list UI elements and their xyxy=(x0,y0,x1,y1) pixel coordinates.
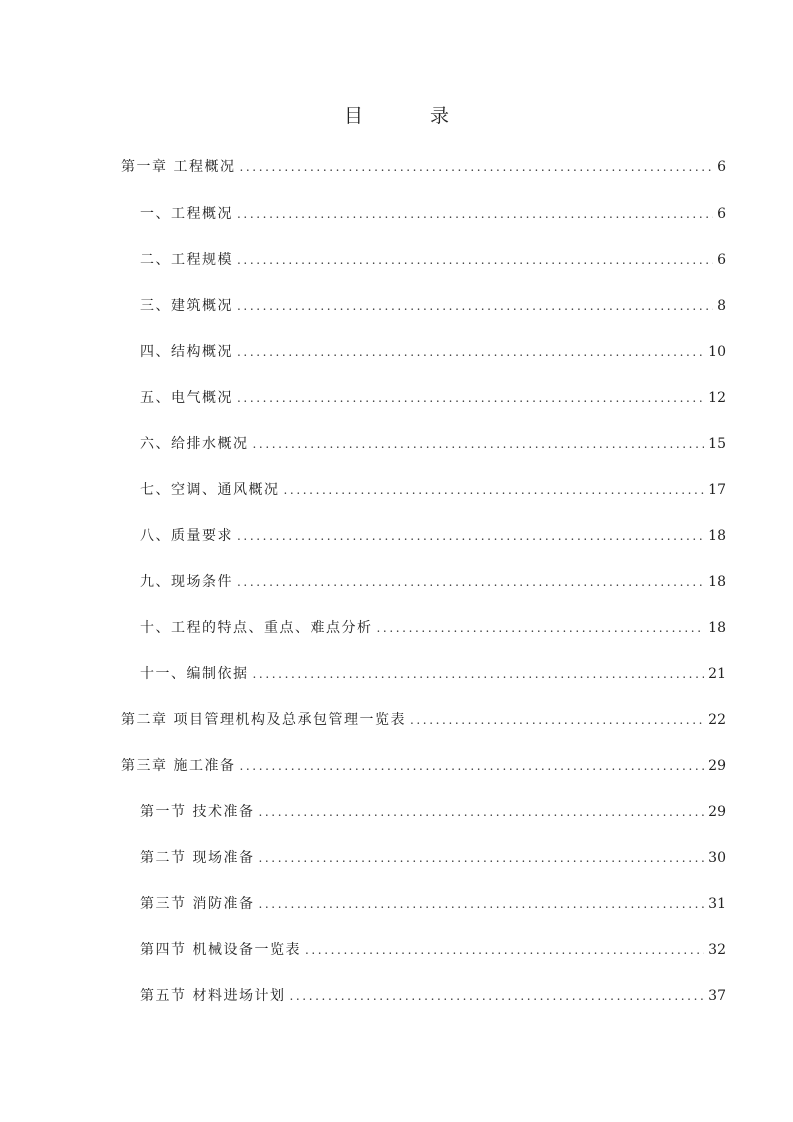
toc-entry-page: 29 xyxy=(708,758,726,774)
toc-entry-label: 十一、编制依据 xyxy=(140,666,249,682)
toc-entry[interactable] xyxy=(121,756,726,776)
toc-entry-page: 6 xyxy=(717,159,726,175)
toc-entry-label: 四、结构概况 xyxy=(140,344,233,360)
toc-entry-label: 第五节 材料进场计划 xyxy=(140,988,286,1004)
toc-entry-label: 第二章 项目管理机构及总承包管理一览表 xyxy=(121,712,406,728)
toc-leader-dots xyxy=(377,618,705,638)
toc-leader-dots xyxy=(258,802,704,822)
toc-leader-dots xyxy=(258,894,704,914)
toc-entry-page: 10 xyxy=(708,344,726,360)
toc-entry[interactable] xyxy=(140,572,726,592)
toc-entry[interactable] xyxy=(140,848,726,868)
toc-leader-dots xyxy=(253,434,705,454)
toc-entry[interactable] xyxy=(140,250,726,270)
toc-leader-dots xyxy=(305,940,704,960)
toc-entry-page: 37 xyxy=(708,988,726,1004)
toc-entry-page: 12 xyxy=(708,390,726,406)
toc-entry-label: 第三节 消防准备 xyxy=(140,896,255,912)
toc-entry-page: 29 xyxy=(708,804,726,820)
toc-entry-label: 二、工程规模 xyxy=(140,252,233,268)
toc-entry-label: 第四节 机械设备一览表 xyxy=(140,942,301,958)
toc-entry-label: 五、电气概况 xyxy=(140,390,233,406)
toc-leader-dots xyxy=(239,157,713,177)
toc-entry[interactable] xyxy=(140,204,726,224)
toc-entry[interactable] xyxy=(140,986,726,1006)
toc-entry-page: 30 xyxy=(708,850,726,866)
toc-entry[interactable] xyxy=(140,894,726,914)
toc-title: 目 录 xyxy=(343,105,473,127)
toc-leader-dots xyxy=(289,986,704,1006)
toc-entry[interactable] xyxy=(140,802,726,822)
toc-entry-label: 第二节 现场准备 xyxy=(140,850,255,866)
toc-entry[interactable] xyxy=(140,664,726,684)
toc-entry-page: 22 xyxy=(708,712,726,728)
toc-leader-dots xyxy=(237,250,713,270)
toc-entry[interactable] xyxy=(140,480,726,500)
toc-entry-label: 八、质量要求 xyxy=(140,528,233,544)
toc-entry[interactable] xyxy=(140,940,726,960)
toc-entry[interactable] xyxy=(140,434,726,454)
toc-entry-label: 三、建筑概况 xyxy=(140,298,233,314)
toc-entry-page: 6 xyxy=(717,252,726,268)
toc-entry-page: 17 xyxy=(708,482,726,498)
toc-leader-dots xyxy=(284,480,705,500)
toc-leader-dots xyxy=(237,572,704,592)
toc-leader-dots xyxy=(237,388,704,408)
toc-leader-dots xyxy=(237,204,713,224)
toc-entry-page: 15 xyxy=(708,436,726,452)
toc-leader-dots xyxy=(237,296,713,316)
toc-leader-dots xyxy=(237,526,704,546)
toc-entry-label: 七、空调、通风概况 xyxy=(140,482,280,498)
toc-leader-dots xyxy=(239,756,704,776)
toc-entry-page: 18 xyxy=(708,620,726,636)
toc-entry-label: 十、工程的特点、重点、难点分析 xyxy=(140,620,373,636)
toc-entry-label: 六、给排水概况 xyxy=(140,436,249,452)
toc-entry[interactable] xyxy=(121,710,726,730)
toc-entry-label: 第一节 技术准备 xyxy=(140,804,255,820)
toc-entry[interactable] xyxy=(140,526,726,546)
toc-leader-dots xyxy=(410,710,704,730)
toc-entry-page: 31 xyxy=(708,896,726,912)
toc-entry-label: 第三章 施工准备 xyxy=(121,758,236,774)
toc-entry[interactable] xyxy=(121,157,726,177)
toc-entry-page: 21 xyxy=(708,666,726,682)
toc-entry-label: 九、现场条件 xyxy=(140,574,233,590)
toc-entry[interactable] xyxy=(140,618,726,638)
toc-entry-label: 第一章 工程概况 xyxy=(121,159,236,175)
toc-leader-dots xyxy=(237,342,704,362)
toc-entry[interactable] xyxy=(140,388,726,408)
toc-entry-label: 一、工程概况 xyxy=(140,206,233,222)
toc-leader-dots xyxy=(253,664,705,684)
toc-entry-page: 8 xyxy=(717,298,726,314)
toc-entry[interactable] xyxy=(140,296,726,316)
toc-entry-page: 32 xyxy=(708,942,726,958)
toc-leader-dots xyxy=(258,848,704,868)
toc-entry-page: 18 xyxy=(708,528,726,544)
toc-entry-page: 6 xyxy=(717,206,726,222)
toc-entry-page: 18 xyxy=(708,574,726,590)
toc-entry[interactable] xyxy=(140,342,726,362)
